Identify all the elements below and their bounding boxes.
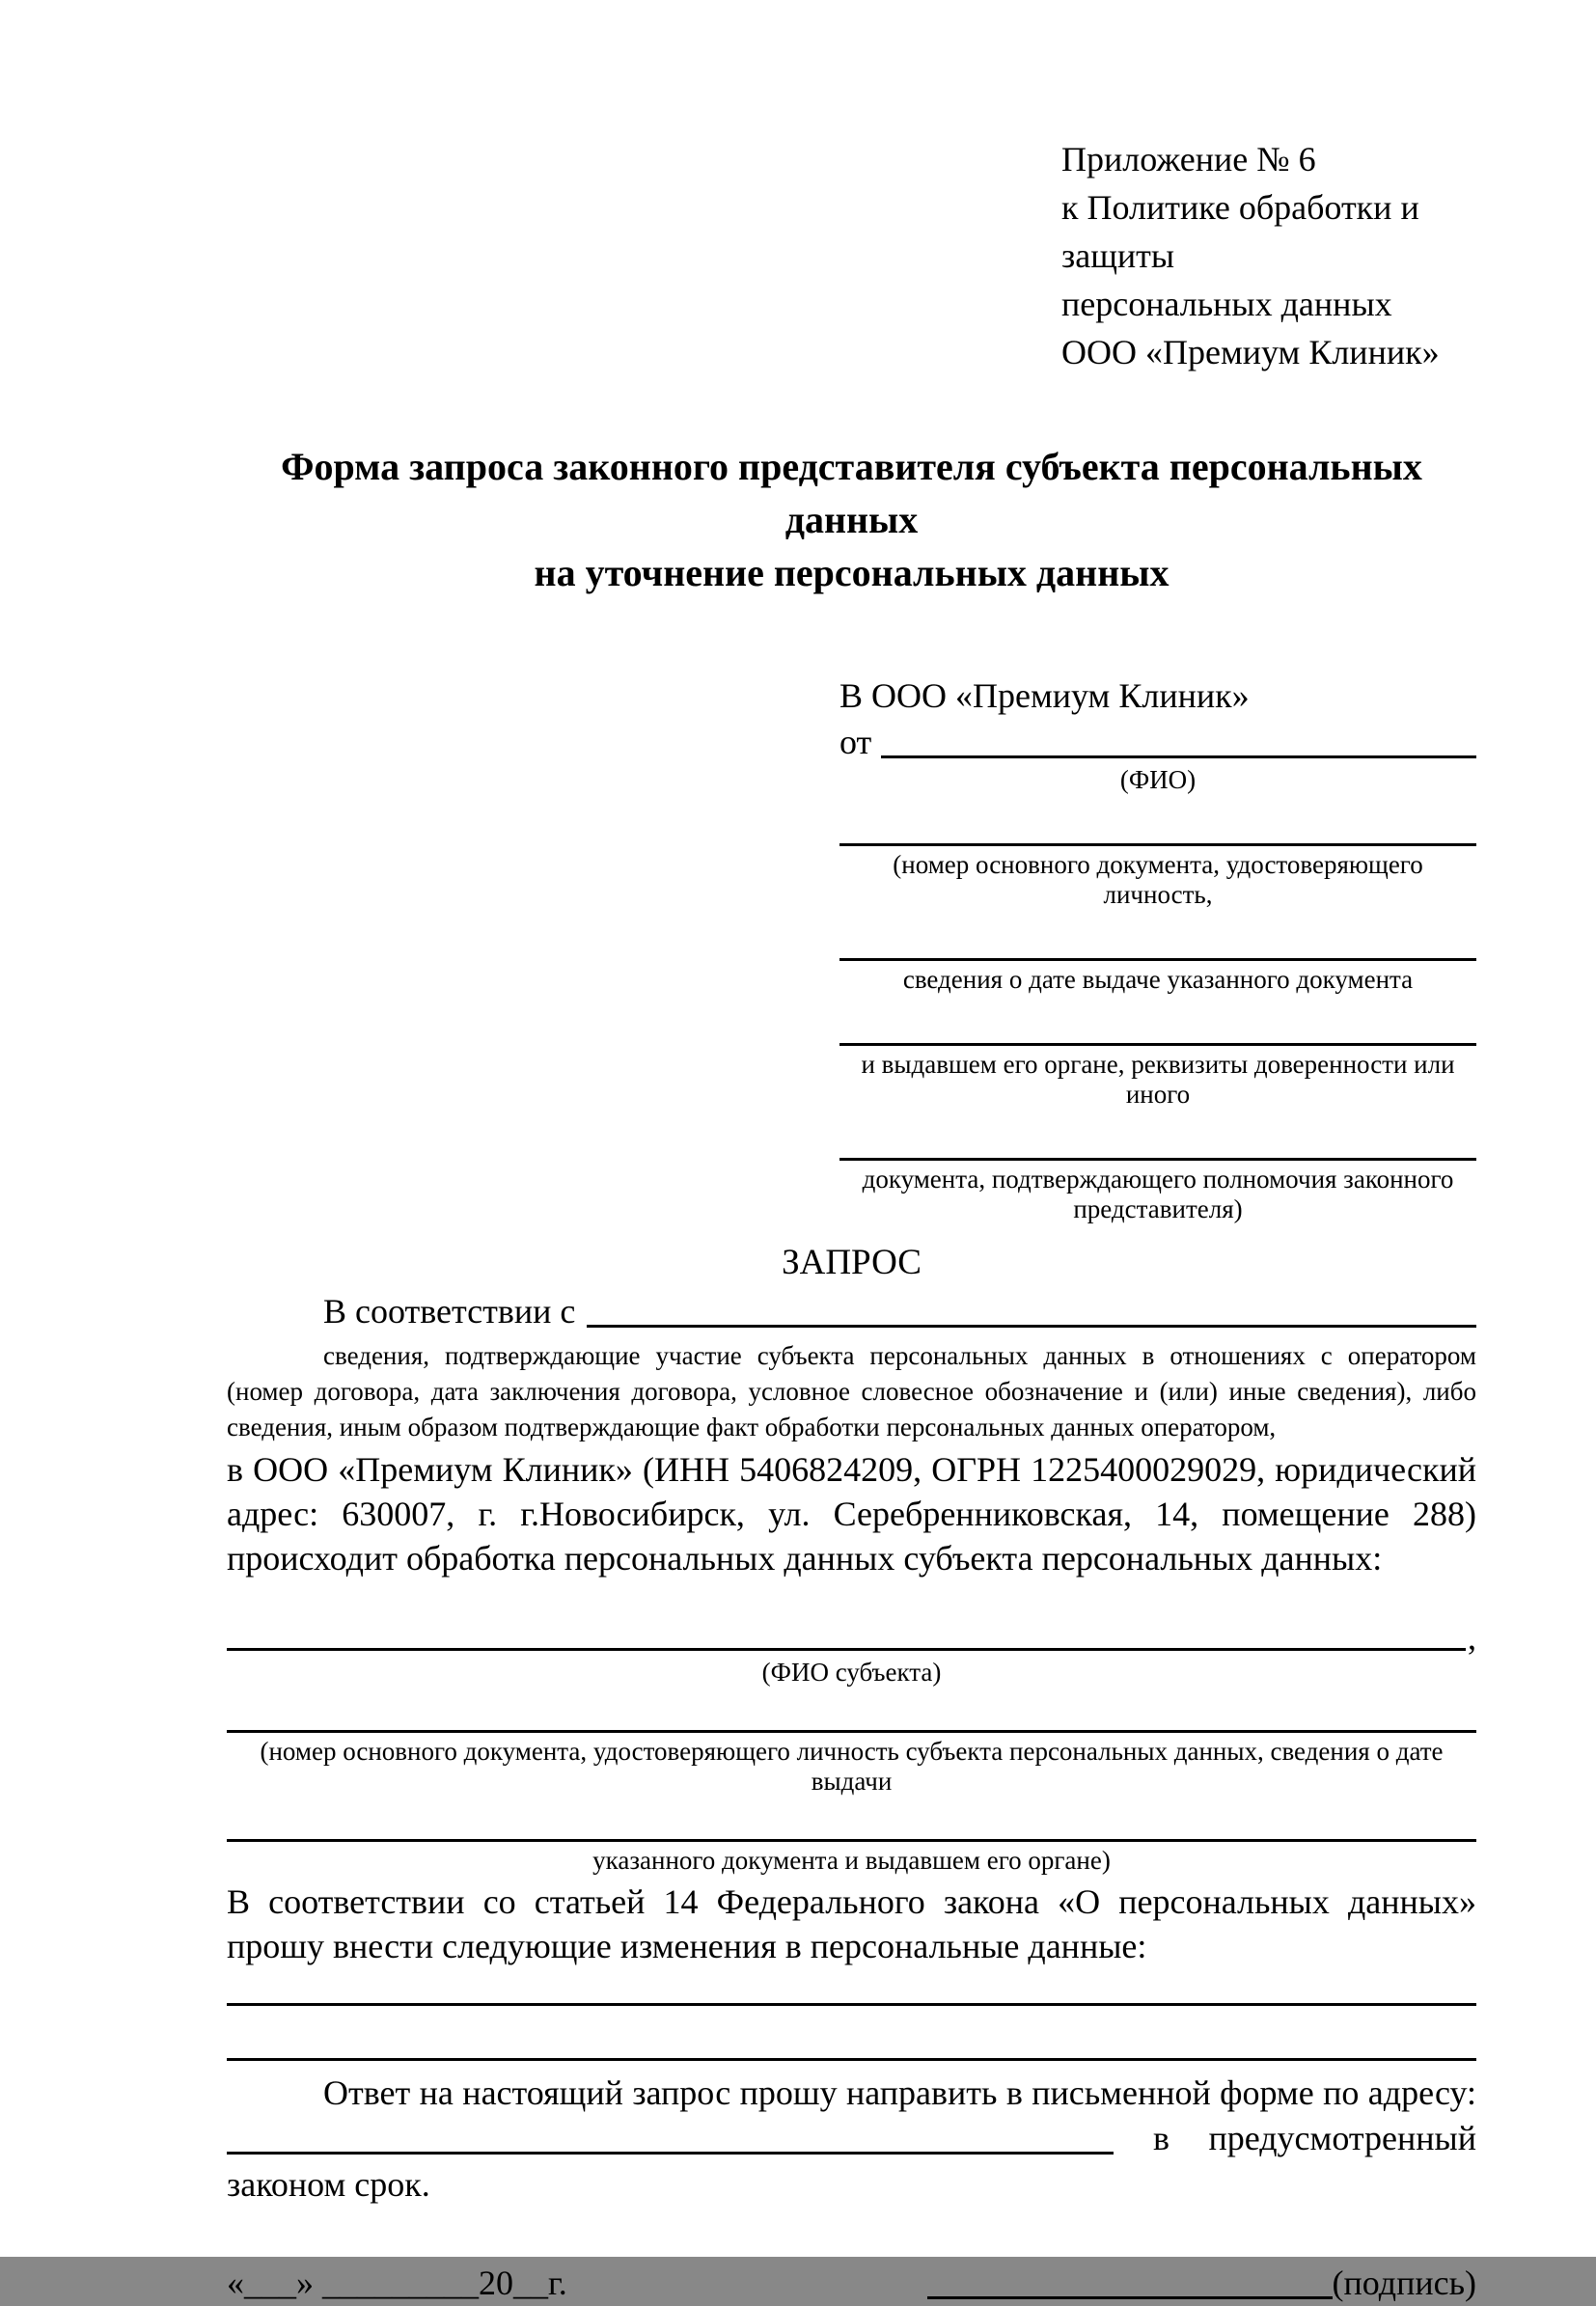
basis-caption: сведения, подтверждающие участие субъекта персональных данных в отношениях с оператором (номер договора, дата заключения договора, условное словесное обозначение и (или) иные сведения), либо сведения, иным образом подтверждающие факт обработки персональных данных оператором, (227, 1341, 1476, 1441)
date-blank: «___» _________20__г. (227, 2264, 567, 2302)
field-caption-4: документа, подтверждающего полномочия законного представителя) (862, 1165, 1454, 1223)
document-title (227, 440, 1476, 599)
law-paragraph: В соответствии со статьей 14 Федерального закона «О персональных данных» прошу внести следующие изменения в персональные данные: (227, 1882, 1476, 1965)
from-label: от (839, 723, 872, 761)
answer-address-line (227, 2152, 1114, 2155)
subject-doc-line-1 (227, 1688, 1476, 1733)
annex-line-3: персональных данных (1061, 285, 1392, 323)
subject-fio-caption: (ФИО субъекта) (761, 1658, 942, 1687)
field-fill-line-2 (839, 910, 1476, 961)
accordance-row (227, 1288, 1476, 1334)
blank-line-1 (227, 1968, 1476, 2006)
addressee-field-3 (839, 995, 1476, 1110)
fio-fill-line (881, 755, 1476, 758)
operator-paragraph: в ООО «Премиум Клиник» (ИНН 5406824209, ОГРН 1225400029029, юридический адрес: 630007, г. г.Новосибирск, ул. Серебренниковская, 14, помещение 288) происходит обработка персональных данных субъекта персональных данных: (227, 1450, 1476, 1578)
addressee-field-4 (839, 1110, 1476, 1224)
title-line-2: на уточнение персональных данных (534, 551, 1169, 594)
field-fill-line-4 (839, 1110, 1476, 1161)
annex-header (1061, 135, 1476, 376)
annex-line-2: к Политике обработки и защиты (1061, 188, 1419, 275)
answer-address-row (227, 2115, 1476, 2161)
signature-line (927, 2296, 1333, 2299)
answer-closing: законом срок. (227, 2165, 430, 2204)
answer-word-v: в (1152, 2119, 1169, 2157)
accordance-fill-line (587, 1325, 1476, 1328)
annex-line-1: Приложение № 6 (1061, 140, 1316, 178)
subject-fio-line (227, 1648, 1466, 1651)
subject-doc-caption-1: (номер основного документа, удостоверяющего личность субъекта персональных данных, сведения о дате выдачи (260, 1737, 1444, 1796)
document-content (227, 0, 1476, 2306)
subject-doc-line-2 (227, 1797, 1476, 1842)
field-caption-1: (номер основного документа, удостоверяющего личность, (893, 850, 1423, 909)
fio-caption: (ФИО) (1119, 765, 1197, 794)
field-caption-2: сведения о дате выдаче указанного документа (902, 965, 1414, 994)
signature-group (927, 2260, 1476, 2306)
field-caption-3: и выдавшем его органе, реквизиты доверенности или иного (861, 1050, 1455, 1109)
from-row (839, 719, 1476, 765)
request-heading: ЗАПРОС (782, 1243, 922, 1282)
addressee-field-2 (839, 910, 1476, 995)
answer-paragraph-line-1: Ответ на настоящий запрос прошу направить в письменной форме по адресу: (323, 2073, 1476, 2112)
field-fill-line-3 (839, 995, 1476, 1046)
title-line-1: Форма запроса законного представителя субъекта персональных данных (281, 445, 1422, 541)
footer-row (227, 2260, 1476, 2306)
signature-caption: (подпись) (1332, 2264, 1476, 2302)
trailing-comma: , (1468, 1618, 1476, 1657)
accordance-label: В соответствии с (323, 1292, 576, 1331)
addressee-org: В ООО «Премиум Клиник» (839, 676, 1250, 715)
addressee-block (839, 673, 1476, 1224)
subject-doc-caption-2: указанного документа и выдавшем его органе) (592, 1846, 1111, 1875)
field-fill-line-1 (839, 795, 1476, 846)
answer-word-predusmotrenny: предусмотренный (1208, 2119, 1476, 2157)
blank-line-2 (227, 2010, 1476, 2061)
annex-line-4: ООО «Премиум Клиник» (1061, 333, 1440, 371)
addressee-field-1 (839, 795, 1476, 910)
subject-fio-row (227, 1617, 1476, 1658)
